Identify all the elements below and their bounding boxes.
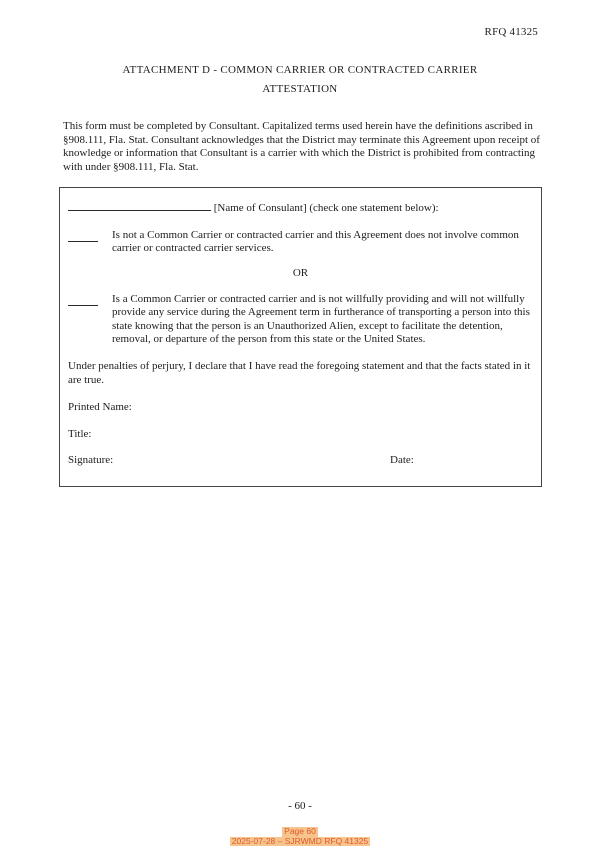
- or-separator: OR: [292, 266, 309, 279]
- date-label: Date:: [390, 454, 414, 467]
- signature-label: Signature:: [68, 454, 114, 467]
- printed-name-label: Printed Name:: [68, 401, 132, 414]
- page-number: - 60 -: [288, 800, 312, 812]
- rfq-reference: RFQ 41325: [484, 26, 538, 38]
- attestation-box: [59, 187, 542, 487]
- statement-1-check-blank[interactable]: [68, 230, 98, 242]
- perjury-declaration: Under penalties of perjury, I declare that I have read the foregoing statement and that the facts stated in it are true.: [68, 360, 531, 386]
- stamp-page-line: Page 60: [284, 826, 316, 836]
- printed-name-row: [68, 401, 533, 415]
- stamp-ref-line: 2025-07-28 – SJRWMD RFQ 41325: [231, 835, 369, 846]
- consultant-name-line: [68, 199, 533, 216]
- consultant-name-blank[interactable]: [68, 199, 211, 211]
- statement-2-check-blank[interactable]: [68, 294, 98, 306]
- page-stamp: [0, 827, 600, 846]
- consultant-name-label: [Name of Consulant] (check one statement below):: [213, 202, 439, 214]
- intro-paragraph: This form must be completed by Consultant. Capitalized terms used herein have the definitions ascribed in §908.111, Fla. Stat. Consultant acknowledges that the District may terminate this Agreement upon receipt of knowledge or information that Consultant is a carrier with which the District is prohibited from contracting with under §908.111, Fla. Stat.: [63, 120, 540, 173]
- statement-not-carrier: [68, 229, 533, 256]
- title-label: Title:: [68, 427, 92, 440]
- statement-is-carrier: [68, 293, 533, 347]
- statement-2-text: Is a Common Carrier or contracted carrier and is not willfully providing and will not willfully provide any service during the Agreement term in furtherance of transporting a person into this state knowing that the person is an Unauthorized Alien, except to facilitate the detention, removal, or departure of the person from this state or the United States.: [112, 292, 530, 346]
- document-title-line-2: ATTESTATION: [262, 83, 338, 95]
- document-title-line-1: ATTACHMENT D - COMMON CARRIER OR CONTRACTED CARRIER: [122, 64, 478, 76]
- title-row: [68, 428, 533, 442]
- document-title: [0, 61, 600, 99]
- signature-date-row: [68, 454, 533, 468]
- statement-1-text: Is not a Common Carrier or contracted carrier and this Agreement does not involve common carrier or contracted carrier services.: [112, 228, 519, 255]
